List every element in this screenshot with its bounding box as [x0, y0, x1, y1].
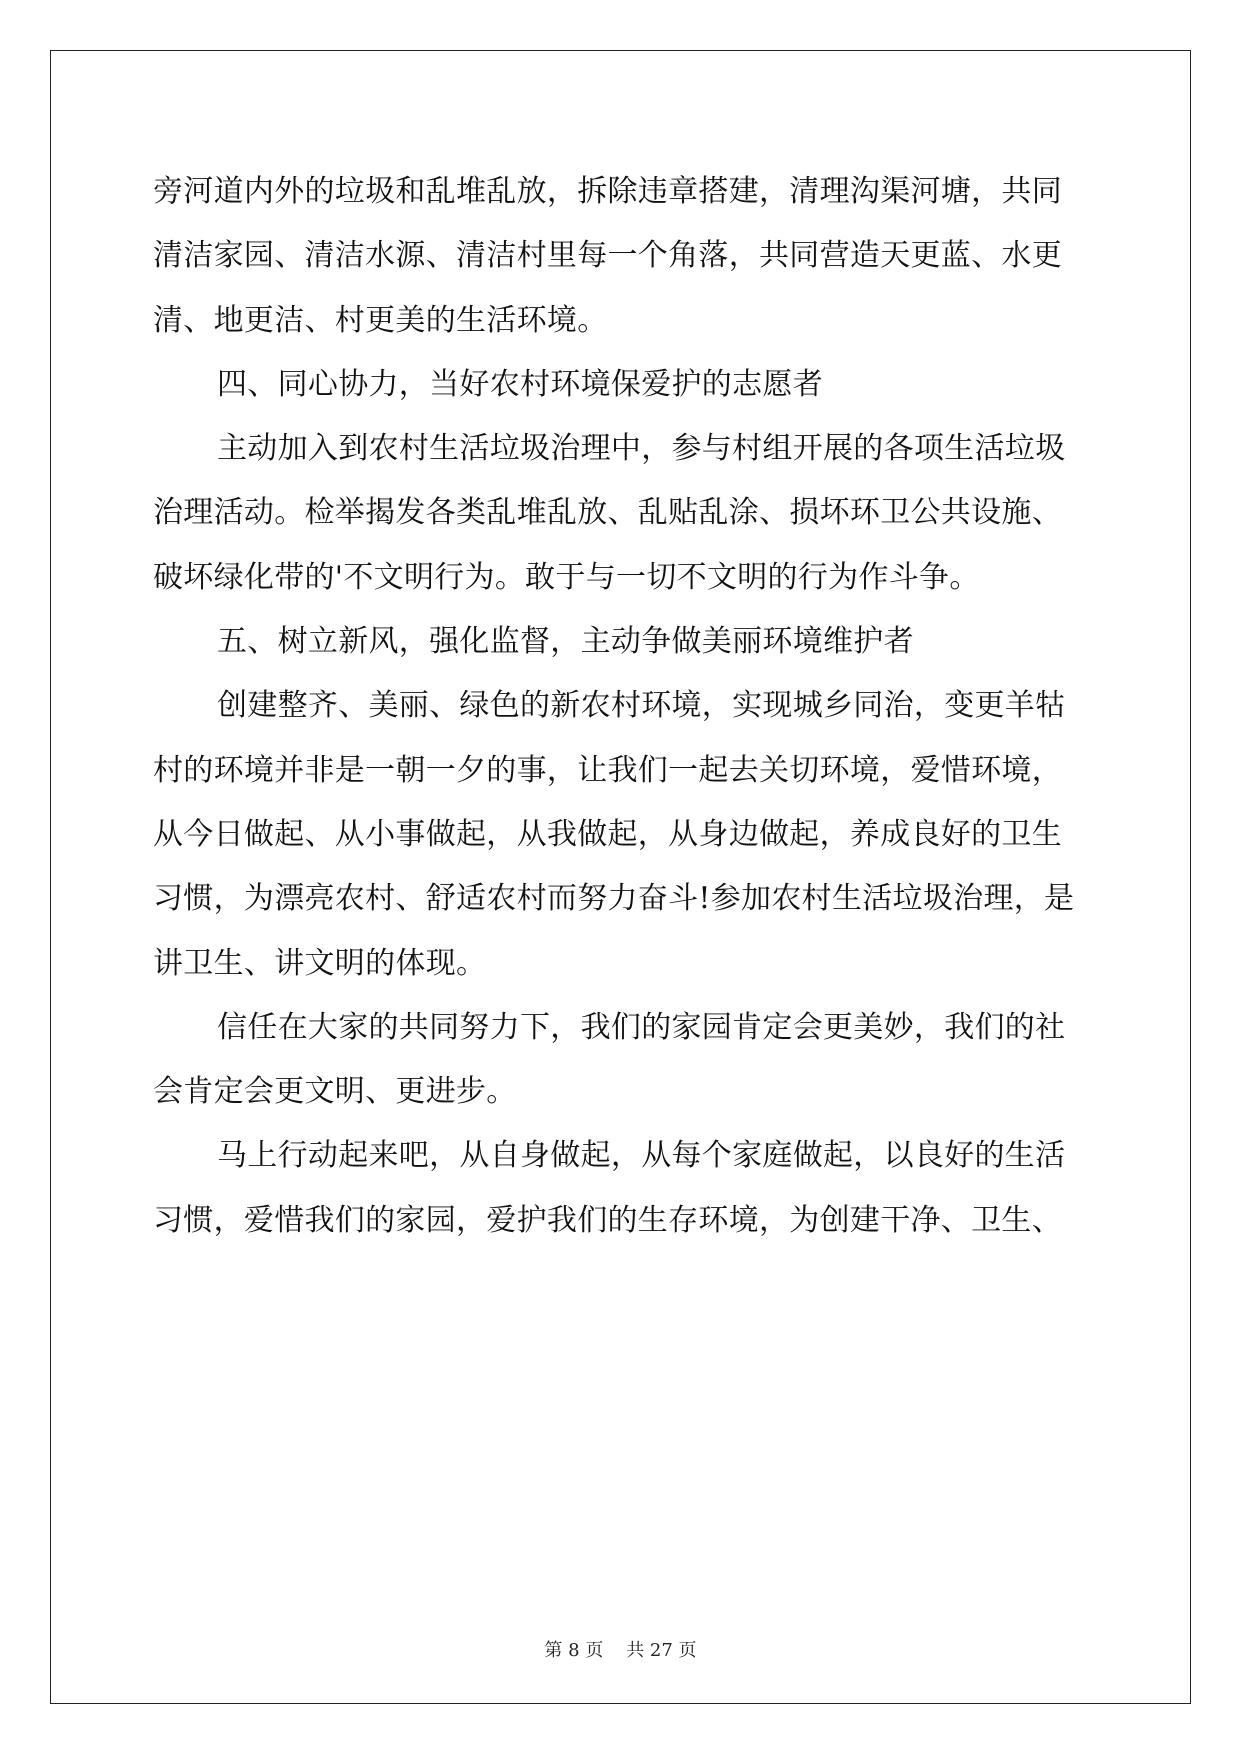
text-line-10: 村的环境并非是一朝一夕的事，让我们一起去关切环境，爱惜环境，	[153, 752, 1062, 788]
text-line-16: 马上行动起来吧，从自身做起，从每个家庭做起，以良好的生活	[217, 1138, 1066, 1174]
text-line-1: 旁河道内外的垃圾和乱堆乱放，拆除违章搭建，清理沟渠河塘，共同	[153, 174, 1062, 209]
text-line-17: 习惯，爱惜我们的家园，爱护我们的生存环境，为创建干净、卫生、	[153, 1202, 1062, 1238]
text-line-2: 清洁家园、清洁水源、清洁村里每一个角落，共同营造天更蓝、水更	[153, 238, 1062, 274]
text-line-7: 破坏绿化带的'不文明行为。敢于与一切不文明的行为作斗争。	[153, 559, 980, 595]
text-line-13: 讲卫生、讲文明的体现。	[153, 945, 487, 981]
text-block	[153, 160, 1093, 1253]
text-line-12: 习惯，为漂亮农村、舒适农村而努力奋斗!参加农村生活垃圾治理，是	[153, 881, 1075, 917]
page-number: 第 8 页 共 27 页	[544, 1640, 697, 1661]
text-line-3: 清、地更洁、村更美的生活环境。	[153, 302, 608, 338]
text-line-5: 主动加入到农村生活垃圾治理中，参与村组开展的各项生活垃圾	[217, 431, 1066, 467]
text-line-11: 从今日做起、从小事做起，从我做起，从身边做起，养成良好的卫生	[153, 816, 1062, 852]
section-heading-4: 四、同心协力，当好农村环境保爱护的志愿者	[217, 366, 823, 402]
text-line-14: 信任在大家的共同努力下，我们的家园肯定会更美妙，我们的社	[217, 1009, 1066, 1045]
document-body	[153, 160, 1093, 1253]
text-line-9: 创建整齐、美丽、绿色的新农村环境，实现城乡同治，变更羊牯	[217, 688, 1066, 724]
page-footer	[0, 1636, 1241, 1662]
section-heading-5: 五、树立新风，强化监督，主动争做美丽环境维护者	[217, 624, 914, 660]
text-line-6: 治理活动。检举揭发各类乱堆乱放、乱贴乱涂、损坏环卫公共设施、	[153, 495, 1062, 531]
text-line-15: 会肯定会更文明、更进步。	[153, 1074, 517, 1110]
